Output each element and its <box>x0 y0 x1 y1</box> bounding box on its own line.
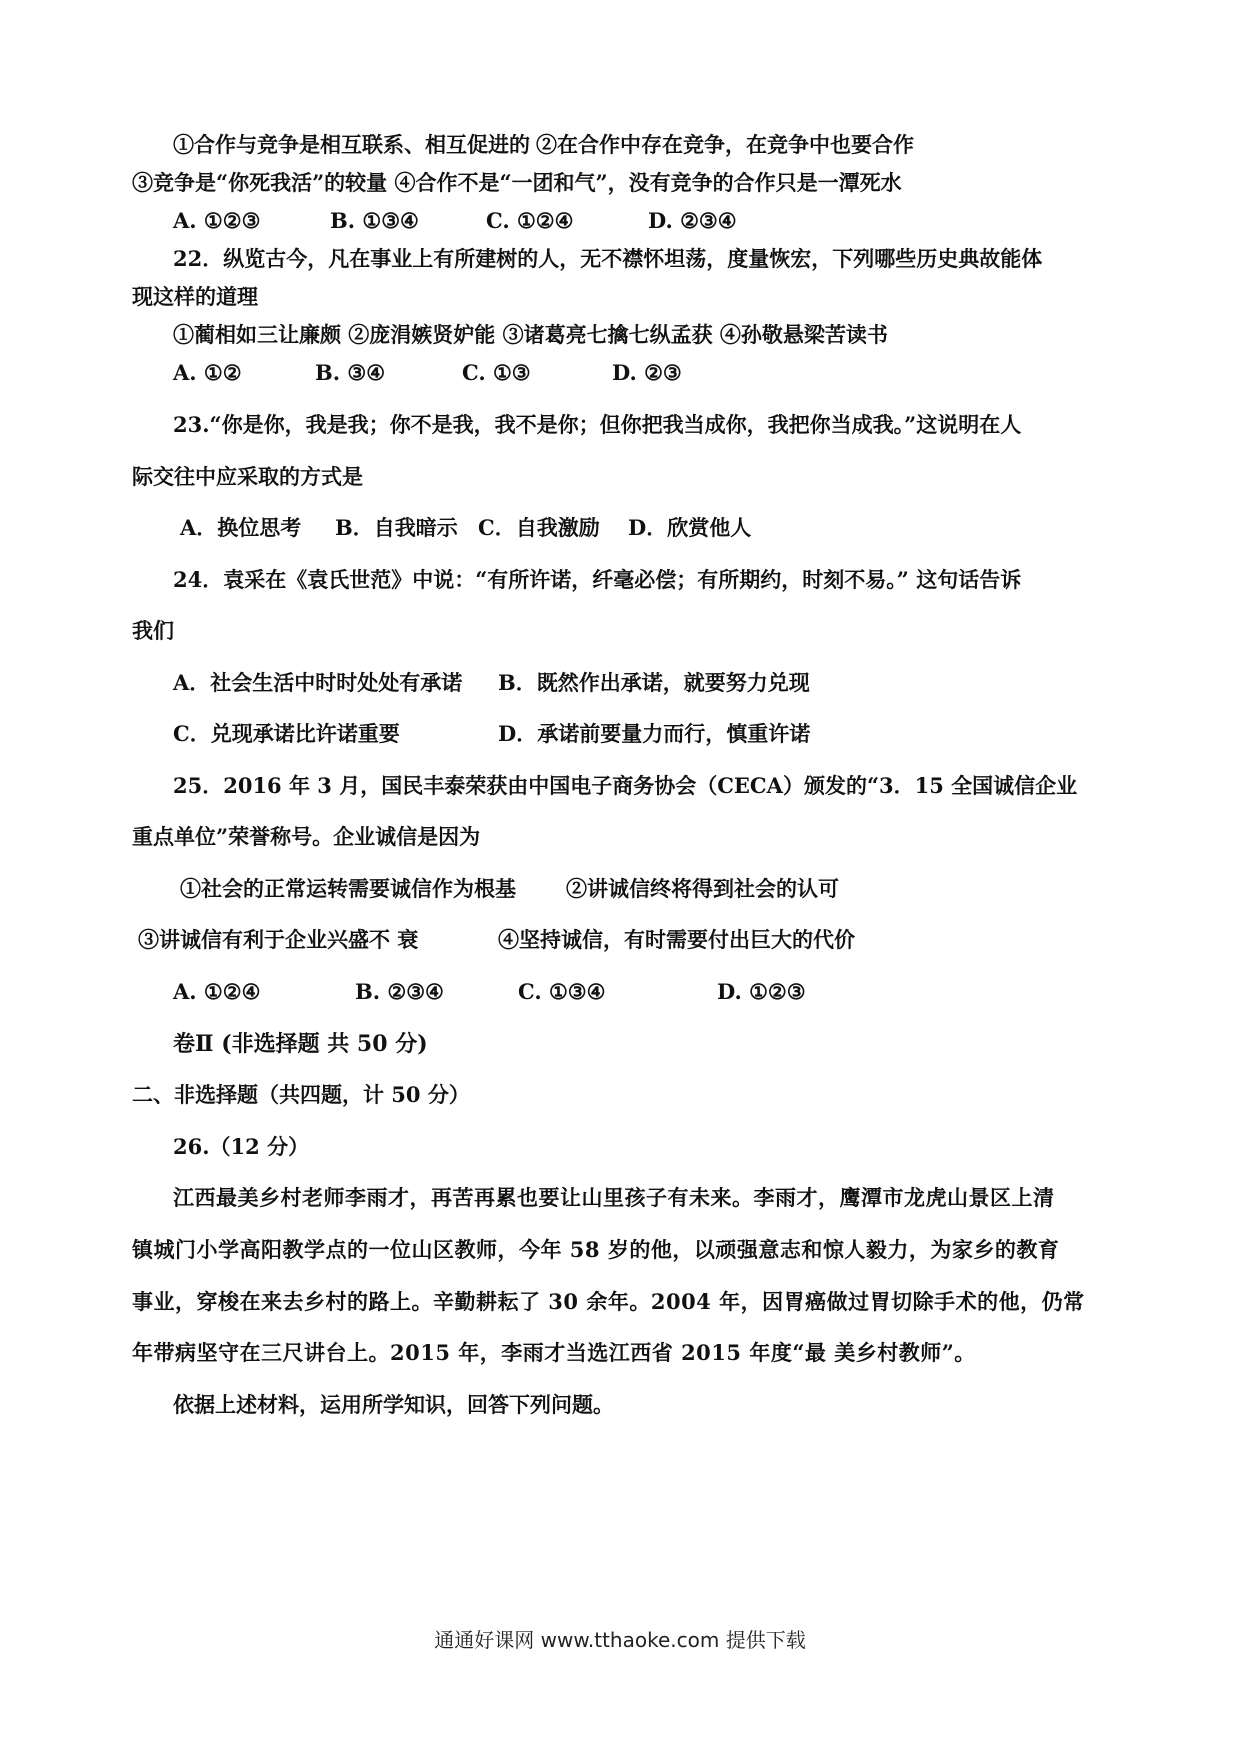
footer-download-notice: 通通好课网 www.tthaoke.com 提供下载 <box>434 1628 806 1652</box>
q25-option-d: D. ①②③ <box>717 979 806 1004</box>
q22-stem-line-2: 现这样的道理 <box>132 284 258 309</box>
q26-instruction: 依据上述材料，运用所学知识，回答下列问题。 <box>173 1392 614 1417</box>
q25-item-4: ④坚持诚信，有时需要付出巨大的代价 <box>498 927 855 952</box>
q23-stem-line-1: 23.“你是你，我是我；你不是我，我不是你；但你把我当成你，我把你当成我。”这说明在人 <box>173 412 1022 437</box>
q22-option-d: D. ②③ <box>612 360 682 385</box>
q26-paragraph-line-3: 事业，穿梭在来去乡村的路上。辛勤耕耘了 30 余年。2004 年，因胃癌做过胃切除手术的他，仍常 <box>132 1289 1085 1314</box>
q24-option-c: C．兑现承诺比许诺重要 <box>173 721 400 746</box>
q23-option-a: A．换位思考 <box>180 515 302 540</box>
q24-stem-line-1: 24．袁采在《袁氏世范》中说：“有所许诺，纤毫必偿；有所期约，时刻不易。” 这句话告诉 <box>173 567 1022 592</box>
q25-option-c: C. ①③④ <box>518 979 606 1004</box>
q26-paragraph-line-4: 年带病坚守在三尺讲台上。2015 年，李雨才当选江西省 2015 年度“最 美乡村教师”。 <box>132 1340 976 1365</box>
q22-option-a: A. ①② <box>173 360 242 385</box>
q26-paragraph-line-2: 镇城门小学高阳教学点的一位山区教师，今年 58 岁的他，以顽强意志和惊人毅力，为家乡的教育 <box>132 1237 1060 1262</box>
q25-item-3: ③讲诚信有利于企业兴盛不 衰 <box>138 927 419 952</box>
q26-paragraph-line-1: 江西最美乡村老师李雨才，再苦再累也要让山里孩子有未来。李雨才，鹰潭市龙虎山景区上清 <box>173 1185 1055 1210</box>
q25-item-1: ①社会的正常运转需要诚信作为根基 <box>180 876 516 901</box>
q25-option-a: A. ①②④ <box>173 979 261 1004</box>
q23-stem-line-2: 际交往中应采取的方式是 <box>132 464 363 489</box>
q22-option-c: C. ①③ <box>462 360 531 385</box>
q25-item-2: ②讲诚信终将得到社会的认可 <box>566 876 839 901</box>
q22-option-b: B. ③④ <box>315 360 386 385</box>
q26-number: 26.（12 分） <box>173 1134 310 1159</box>
q21-option-b: B. ①③④ <box>330 208 419 233</box>
q25-stem-line-2: 重点单位”荣誉称号。企业诚信是因为 <box>132 824 481 849</box>
q23-option-b: B．自我暗示 <box>335 515 458 540</box>
q22-items: ①蔺相如三让廉颇 ②庞涓嫉贤妒能 ③诸葛亮七擒七纵孟获 ④孙敬悬梁苦读书 <box>173 322 888 347</box>
part-title: 二、非选择题（共四题，计 50 分） <box>132 1082 470 1107</box>
q25-stem-line-1: 25．2016 年 3 月，国民丰泰荣获由中国电子商务协会（CECA）颁发的“3．15 全国诚信企业 <box>173 773 1078 798</box>
section-title: 卷Ⅱ (非选择题 共 50 分) <box>173 1031 428 1057</box>
q23-option-c: C．自我激励 <box>478 515 600 540</box>
q22-stem-line-1: 22．纵览古今，凡在事业上有所建树的人，无不襟怀坦荡，度量恢宏，下列哪些历史典故能体 <box>173 246 1043 271</box>
q24-option-a: A．社会生活中时时处处有承诺 <box>173 670 463 695</box>
q23-option-d: D．欣赏他人 <box>628 515 752 540</box>
q25-option-b: B. ②③④ <box>355 979 444 1004</box>
q24-option-b: B．既然作出承诺，就要努力兑现 <box>498 670 810 695</box>
q21-option-c: C. ①②④ <box>486 208 574 233</box>
q21-items-3-4: ③竞争是“你死我活”的较量 ④合作不是“一团和气”，没有竞争的合作只是一潭死水 <box>132 170 902 195</box>
q21-option-d: D. ②③④ <box>648 208 737 233</box>
q21-item-1: ①合作与竞争是相互联系、相互促进的 <box>173 132 530 157</box>
q24-stem-line-2: 我们 <box>132 618 174 643</box>
q21-option-a: A. ①②③ <box>173 208 261 233</box>
q24-option-d: D．承诺前要量力而行，慎重许诺 <box>498 721 811 746</box>
q21-item-2: ②在合作中存在竞争，在竞争中也要合作 <box>536 132 914 157</box>
